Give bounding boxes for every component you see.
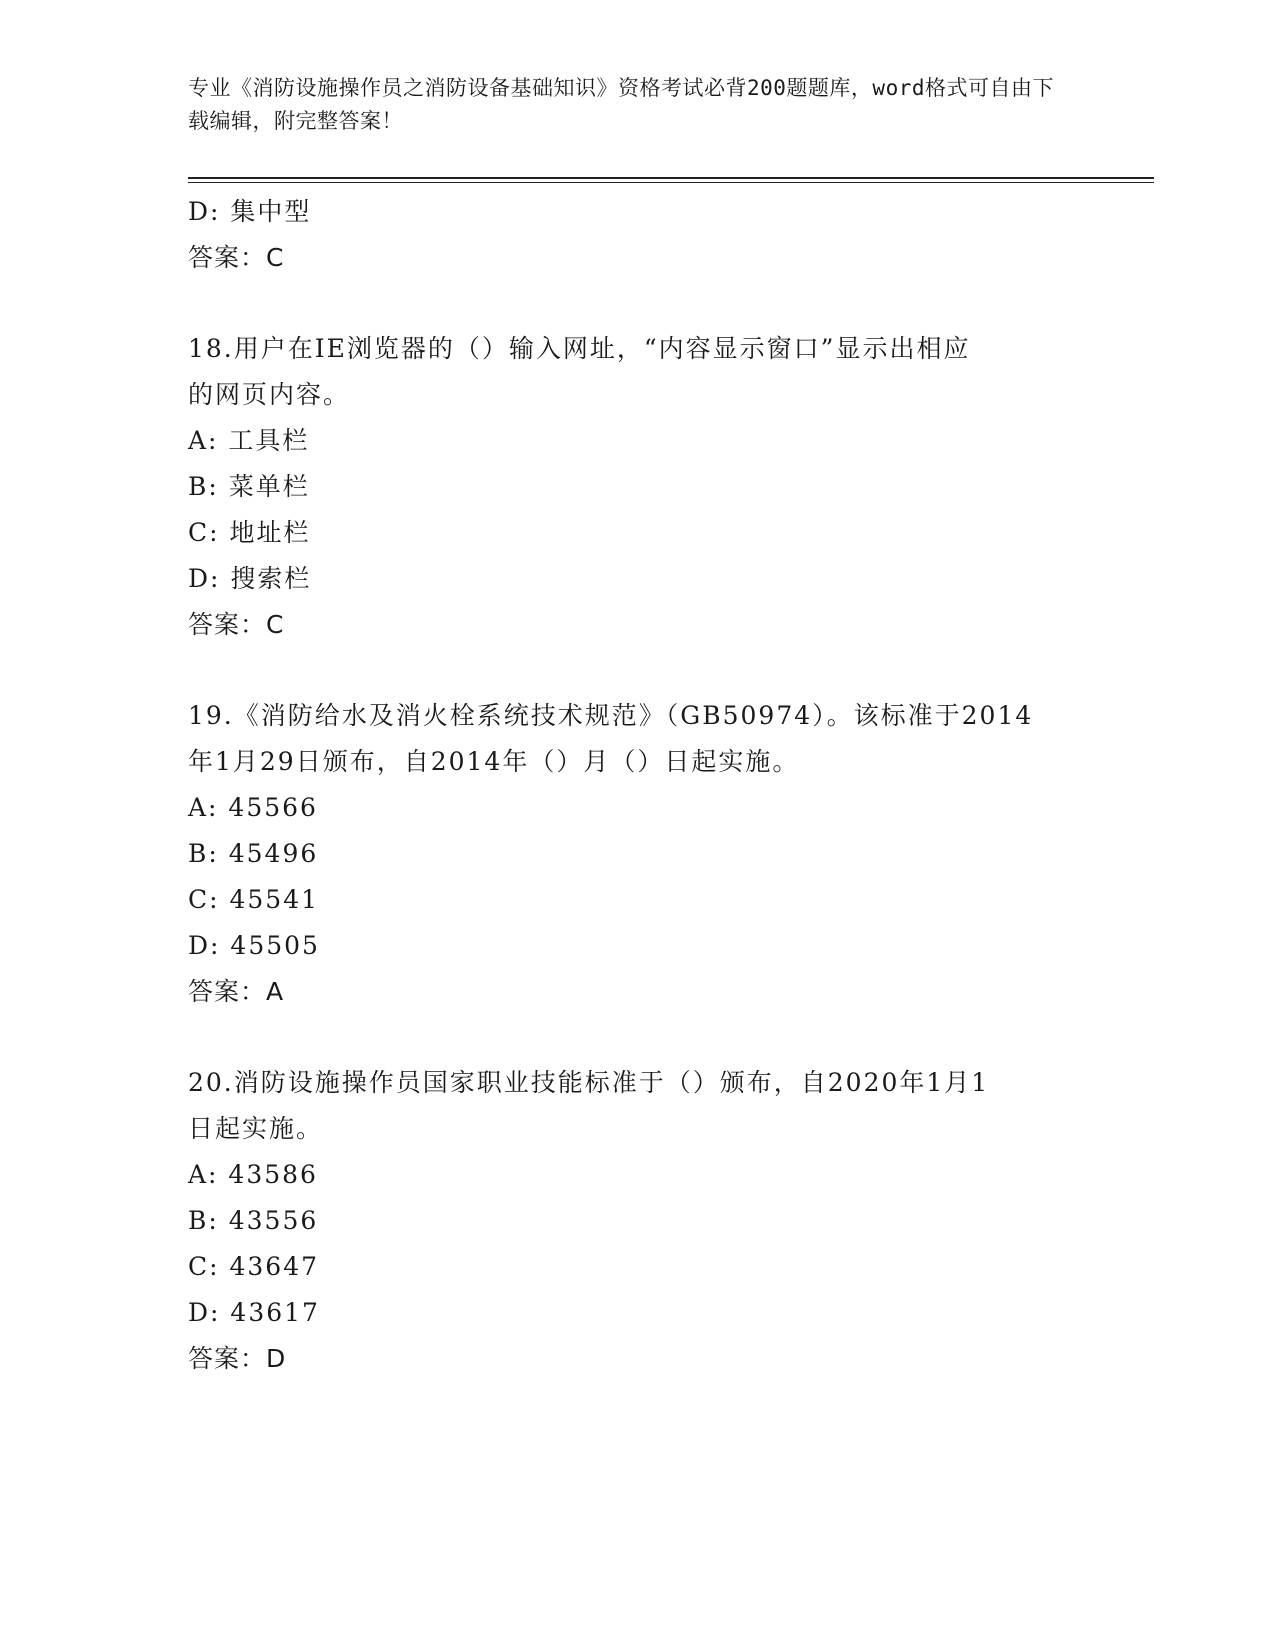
- question-stem: [188, 326, 1068, 418]
- answer-line: 答案：C: [188, 243, 285, 272]
- option-b: B: 45496: [188, 839, 319, 868]
- question-stem: [188, 693, 1068, 785]
- previous-question-tail: [188, 189, 1068, 281]
- answer-line: 答案：D: [188, 1344, 287, 1373]
- question-stem-line-1: 19.《消防给水及消火栓系统技术规范》（GB50974）。该标准于2014: [188, 701, 1034, 730]
- question-stem: [188, 1060, 1068, 1152]
- option-d: D: 43617: [188, 1298, 320, 1327]
- header-divider-thin: [188, 182, 1154, 183]
- question-stem-line-1: 18.用户在IE浏览器的（）输入网址，“内容显示窗口”显示出相应: [188, 334, 971, 363]
- question-stem-line-1: 20.消防设施操作员国家职业技能标准于（）颁布，自2020年1月1: [188, 1068, 990, 1097]
- option-a: A: 45566: [188, 793, 318, 822]
- option-a: A: 43586: [188, 1160, 318, 1189]
- document-header: 专业《消防设施操作员之消防设备基础知识》资格考试必背200题题库，word格式可自由下载编辑，附完整答案！: [188, 76, 1054, 133]
- question-19: [188, 693, 1068, 1015]
- header-divider-thick: [188, 177, 1154, 179]
- option-c: C: 43647: [188, 1252, 320, 1281]
- question-stem-line-2: 的网页内容。: [188, 380, 351, 409]
- option-c: C: 45541: [188, 885, 320, 914]
- option-c: C: 地址栏: [188, 518, 311, 547]
- option-a: A: 工具栏: [188, 426, 310, 455]
- question-list: [188, 189, 1068, 1382]
- option-d: D: 集中型: [188, 197, 312, 226]
- question-20: [188, 1060, 1068, 1382]
- question-stem-line-2: 日起实施。: [188, 1114, 324, 1143]
- option-b: B: 43556: [188, 1206, 319, 1235]
- option-d: D: 45505: [188, 931, 320, 960]
- question-stem-line-2: 年1月29日颁布，自2014年（）月（）日起实施。: [188, 747, 800, 776]
- option-d: D: 搜索栏: [188, 564, 312, 593]
- answer-line: 答案：C: [188, 610, 285, 639]
- answer-line: 答案：A: [188, 977, 285, 1006]
- option-b: B: 菜单栏: [188, 472, 310, 501]
- question-18: [188, 326, 1068, 648]
